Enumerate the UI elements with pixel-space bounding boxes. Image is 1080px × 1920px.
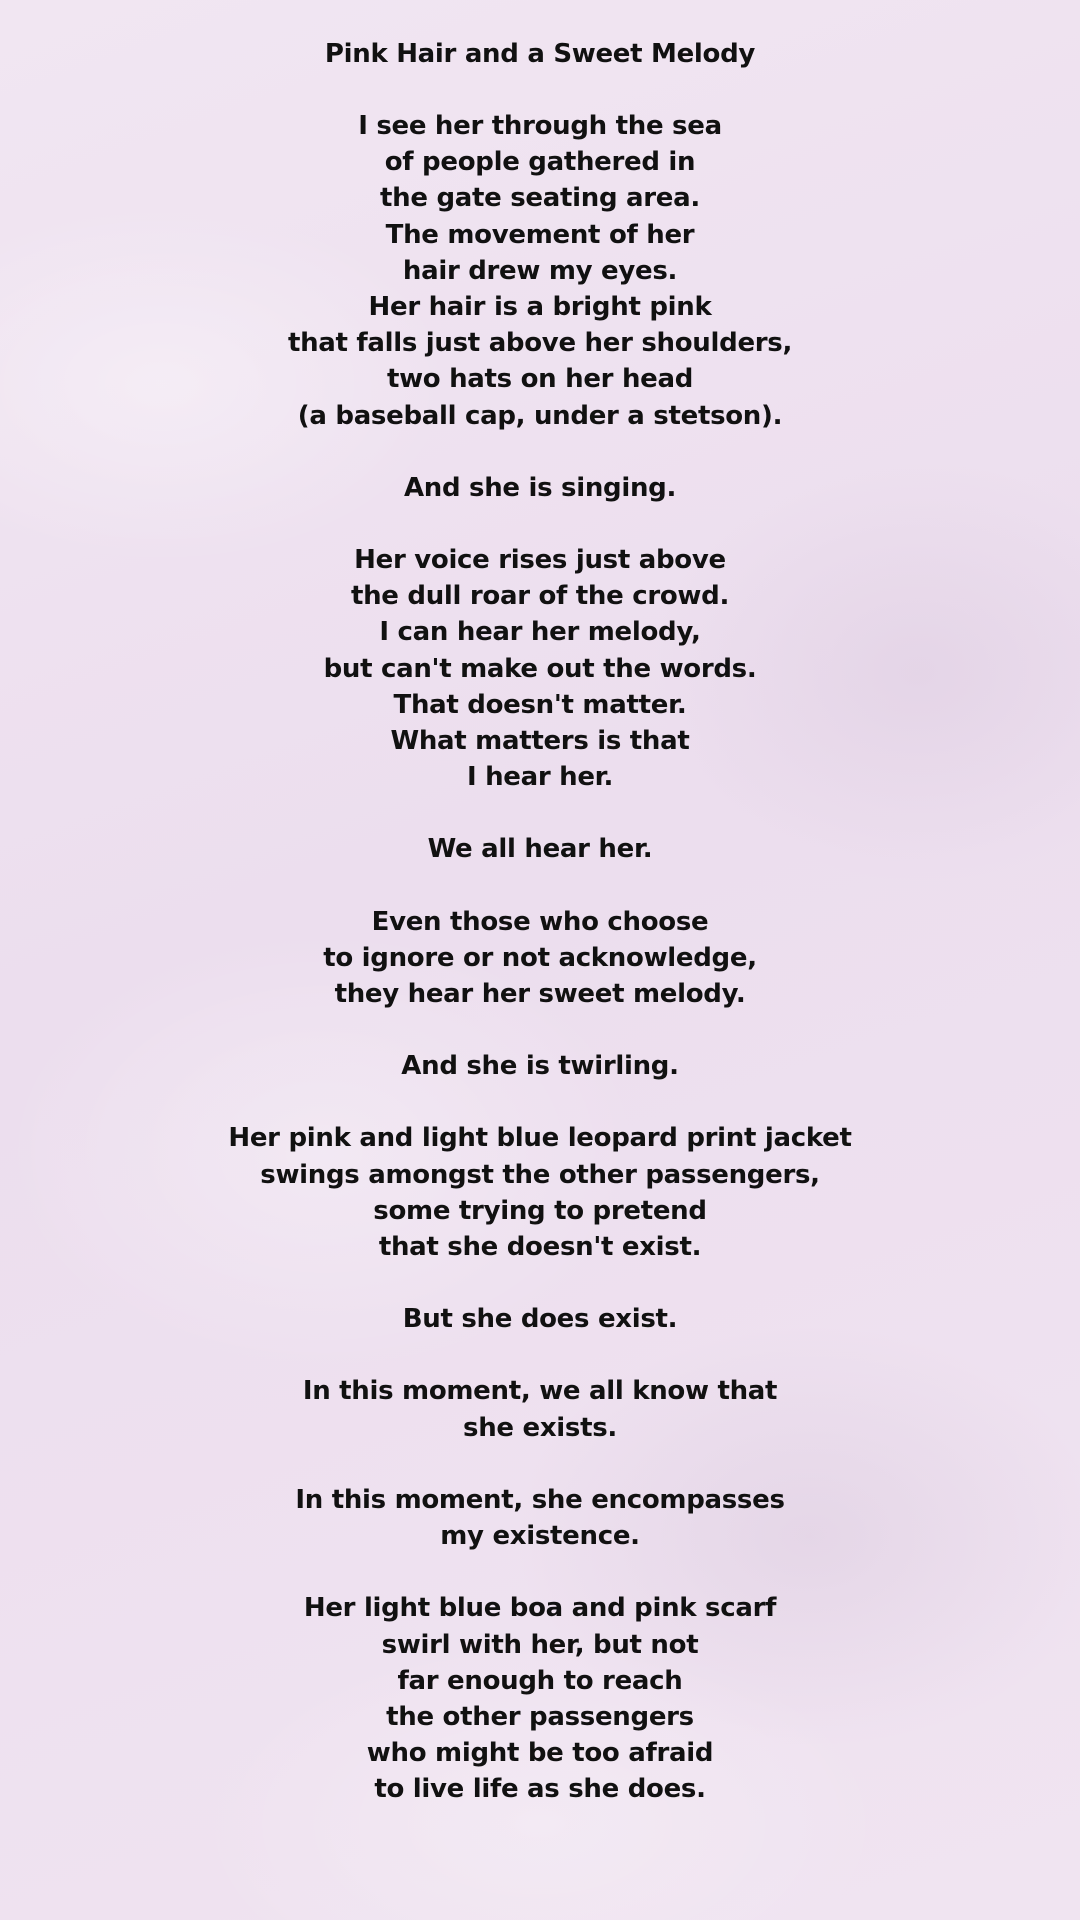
stanza-6 <box>0 1048 1080 1084</box>
poem-line: that she doesn't exist. <box>378 1232 702 1263</box>
stanza-3 <box>0 542 1080 795</box>
poem-line: some trying to pretend <box>373 1195 707 1226</box>
poem-line: but can't make out the words. <box>323 653 757 684</box>
poem-line: she exists. <box>463 1412 617 1443</box>
poem-line: my existence. <box>440 1521 640 1552</box>
poem-line: What matters is that <box>390 726 690 757</box>
poem-line: of people gathered in <box>384 147 696 178</box>
poem-line: swirl with her, but not <box>381 1629 699 1660</box>
stanza-11 <box>0 1590 1080 1807</box>
poem-line: The movement of her <box>385 219 695 250</box>
stanza-9 <box>0 1373 1080 1445</box>
stanza-2 <box>0 470 1080 506</box>
poem <box>0 36 1080 1844</box>
stanza-10 <box>0 1482 1080 1554</box>
poem-line: Her light blue boa and pink scarf <box>303 1593 777 1624</box>
poem-line: to live life as she does. <box>374 1774 706 1805</box>
poem-line: the other passengers <box>386 1701 694 1732</box>
poem-line: they hear her sweet melody. <box>334 979 746 1010</box>
poem-title: Pink Hair and a Sweet Melody <box>324 39 756 69</box>
stanza-1 <box>0 108 1080 434</box>
poem-line: Her pink and light blue leopard print jacket <box>228 1123 852 1154</box>
stanza-7 <box>0 1120 1080 1265</box>
poem-line: I hear her. <box>466 762 614 793</box>
poem-line: the gate seating area. <box>380 183 700 214</box>
stanza-8 <box>0 1301 1080 1337</box>
poem-line: Even those who choose <box>371 906 709 937</box>
poem-line: that falls just above her shoulders, <box>287 328 793 359</box>
poem-line: far enough to reach <box>397 1665 683 1696</box>
poem-line: And she is twirling. <box>401 1051 679 1082</box>
poem-line: We all hear her. <box>427 834 653 865</box>
poem-line: I can hear her melody, <box>379 617 701 648</box>
poem-line: hair drew my eyes. <box>402 255 678 286</box>
poem-line: Her voice rises just above <box>354 545 726 576</box>
poem-line: who might be too afraid <box>366 1738 714 1769</box>
poem-line: the dull roar of the crowd. <box>350 581 730 612</box>
stanza-5 <box>0 904 1080 1013</box>
poem-line: swings amongst the other passengers, <box>260 1159 820 1190</box>
poem-line: In this moment, she encompasses <box>295 1484 785 1515</box>
poem-line: That doesn't matter. <box>393 689 687 720</box>
poem-line: In this moment, we all know that <box>302 1376 778 1407</box>
poem-line: (a baseball cap, under a stetson). <box>297 400 783 431</box>
poem-line: But she does exist. <box>402 1304 678 1335</box>
poem-line: Her hair is a bright pink <box>368 292 712 323</box>
poem-line: I see her through the sea <box>358 111 722 141</box>
stanza-4 <box>0 831 1080 867</box>
poem-line: to ignore or not acknowledge, <box>323 942 757 973</box>
poem-line: And she is singing. <box>403 472 677 503</box>
poem-line: two hats on her head <box>386 364 694 395</box>
